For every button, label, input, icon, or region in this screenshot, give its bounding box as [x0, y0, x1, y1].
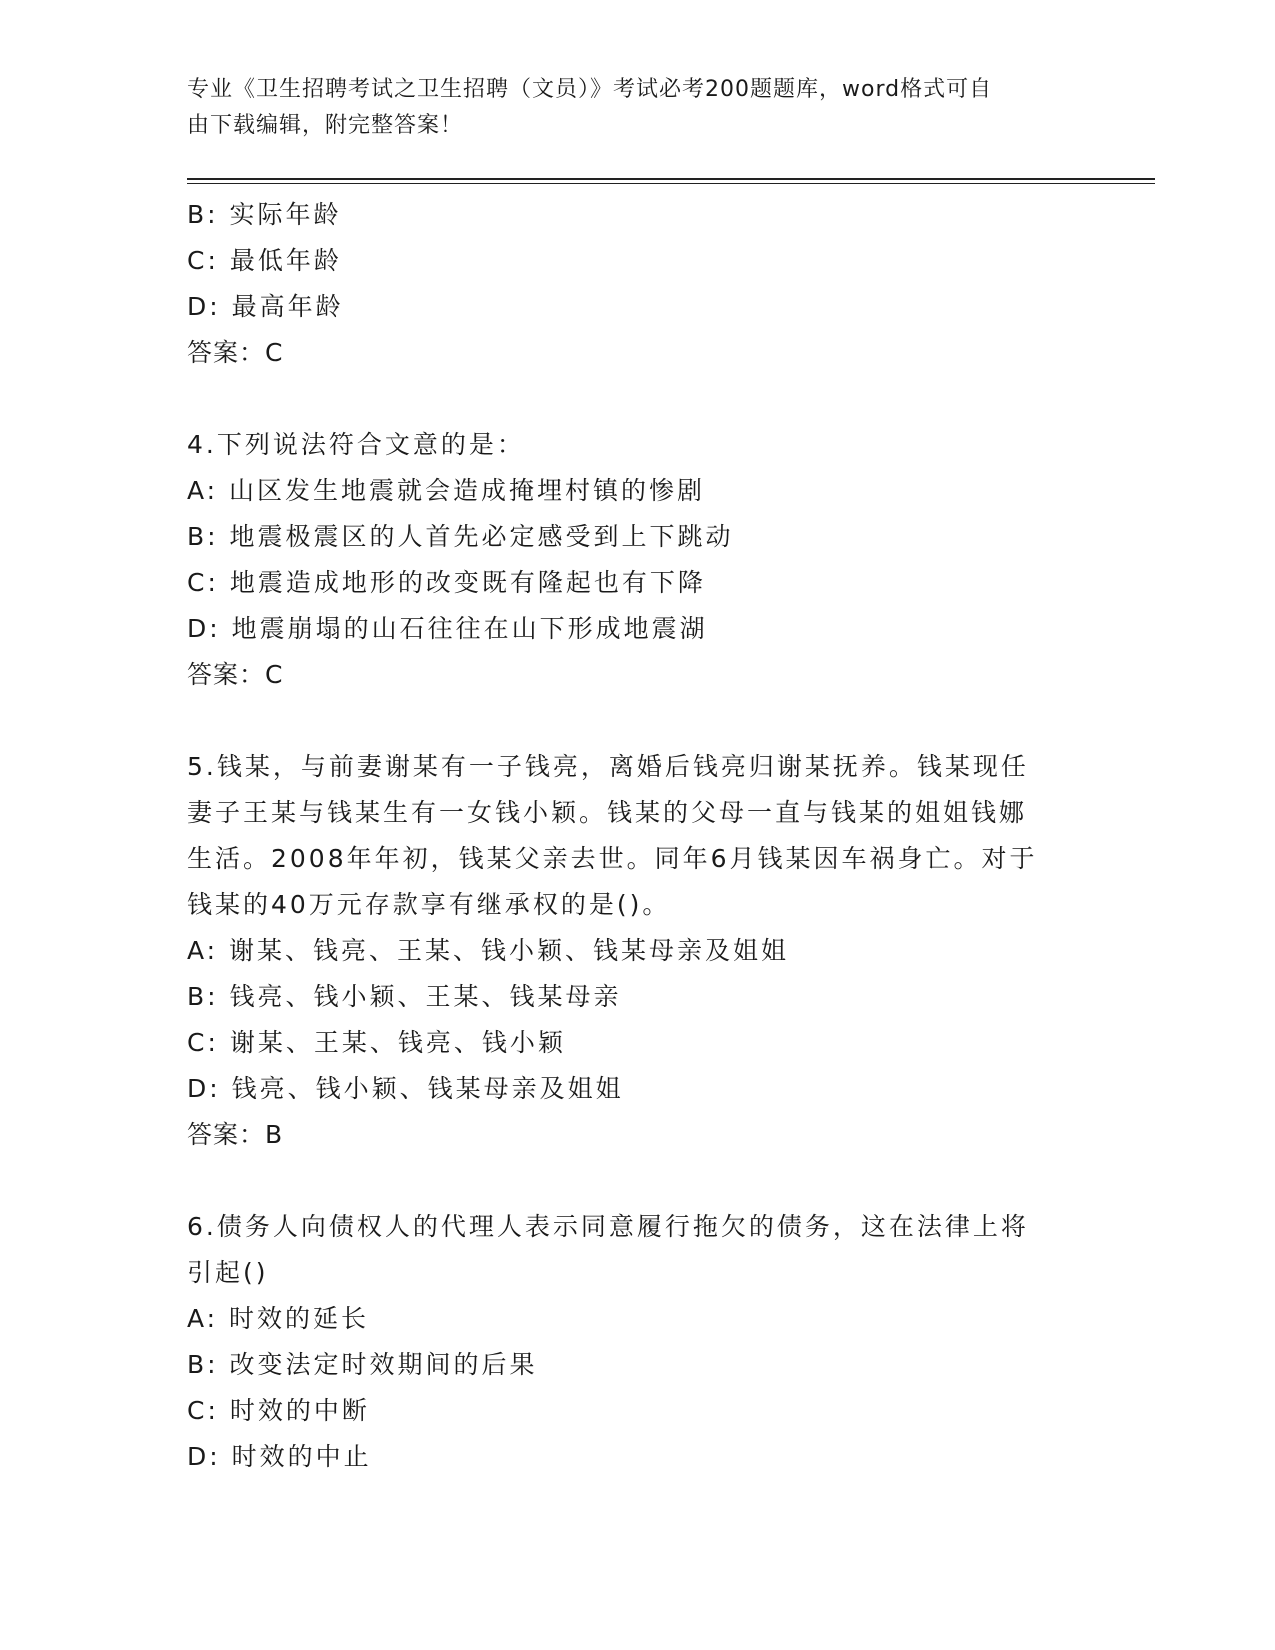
answer: 答案：C [187, 660, 284, 689]
header-rule-thin [187, 183, 1155, 184]
question-text-line-1: 5.钱某，与前妻谢某有一子钱亮，离婚后钱亮归谢某抚养。钱某现任 [187, 752, 1029, 781]
option-c: C: 最低年龄 [187, 246, 342, 275]
option-a: A: 山区发生地震就会造成掩埋村镇的惨剧 [187, 476, 706, 505]
option-b: B: 实际年龄 [187, 200, 342, 229]
question-text-line-2: 引起() [187, 1258, 269, 1287]
spacer [187, 698, 1087, 744]
option-a: A: 时效的延长 [187, 1304, 370, 1333]
question-5 [187, 744, 1087, 1158]
question-text: 4.下列说法符合文意的是： [187, 430, 525, 459]
spacer [187, 376, 1087, 422]
header-rule-thick [187, 178, 1155, 180]
question-4 [187, 422, 1087, 698]
option-b: B: 地震极震区的人首先必定感受到上下跳动 [187, 522, 734, 551]
option-b: B: 钱亮、钱小颖、王某、钱某母亲 [187, 982, 622, 1011]
question-3-continuation [187, 192, 1087, 376]
header-title-line-2: 由下载编辑，附完整答案！ [187, 113, 464, 138]
spacer [187, 1158, 1087, 1204]
document-header [187, 72, 1067, 144]
question-6 [187, 1204, 1087, 1480]
question-text-line-2: 妻子王某与钱某生有一女钱小颖。钱某的父母一直与钱某的姐姐钱娜 [187, 798, 1028, 827]
answer: 答案：B [187, 1120, 284, 1149]
option-d: D: 钱亮、钱小颖、钱某母亲及姐姐 [187, 1074, 624, 1103]
option-d: D: 时效的中止 [187, 1442, 372, 1471]
option-c: C: 地震造成地形的改变既有隆起也有下降 [187, 568, 706, 597]
question-list [187, 192, 1087, 1480]
option-d: D: 最高年龄 [187, 292, 344, 321]
option-c: C: 时效的中断 [187, 1396, 370, 1425]
answer: 答案：C [187, 338, 284, 367]
question-text-line-1: 6.债务人向债权人的代理人表示同意履行拖欠的债务，这在法律上将 [187, 1212, 1029, 1241]
option-b: B: 改变法定时效期间的后果 [187, 1350, 538, 1379]
option-c: C: 谢某、王某、钱亮、钱小颖 [187, 1028, 566, 1057]
question-text-line-3: 生活。2008年年初，钱某父亲去世。同年6月钱某因车祸身亡。对于 [187, 844, 1038, 873]
header-title-line-1: 专业《卫生招聘考试之卫生招聘（文员）》考试必考200题题库，word格式可自 [187, 77, 993, 102]
option-a: A: 谢某、钱亮、王某、钱小颖、钱某母亲及姐姐 [187, 936, 790, 965]
question-text-line-4: 钱某的40万元存款享有继承权的是()。 [187, 890, 671, 919]
option-d: D: 地震崩塌的山石往往在山下形成地震湖 [187, 614, 708, 643]
